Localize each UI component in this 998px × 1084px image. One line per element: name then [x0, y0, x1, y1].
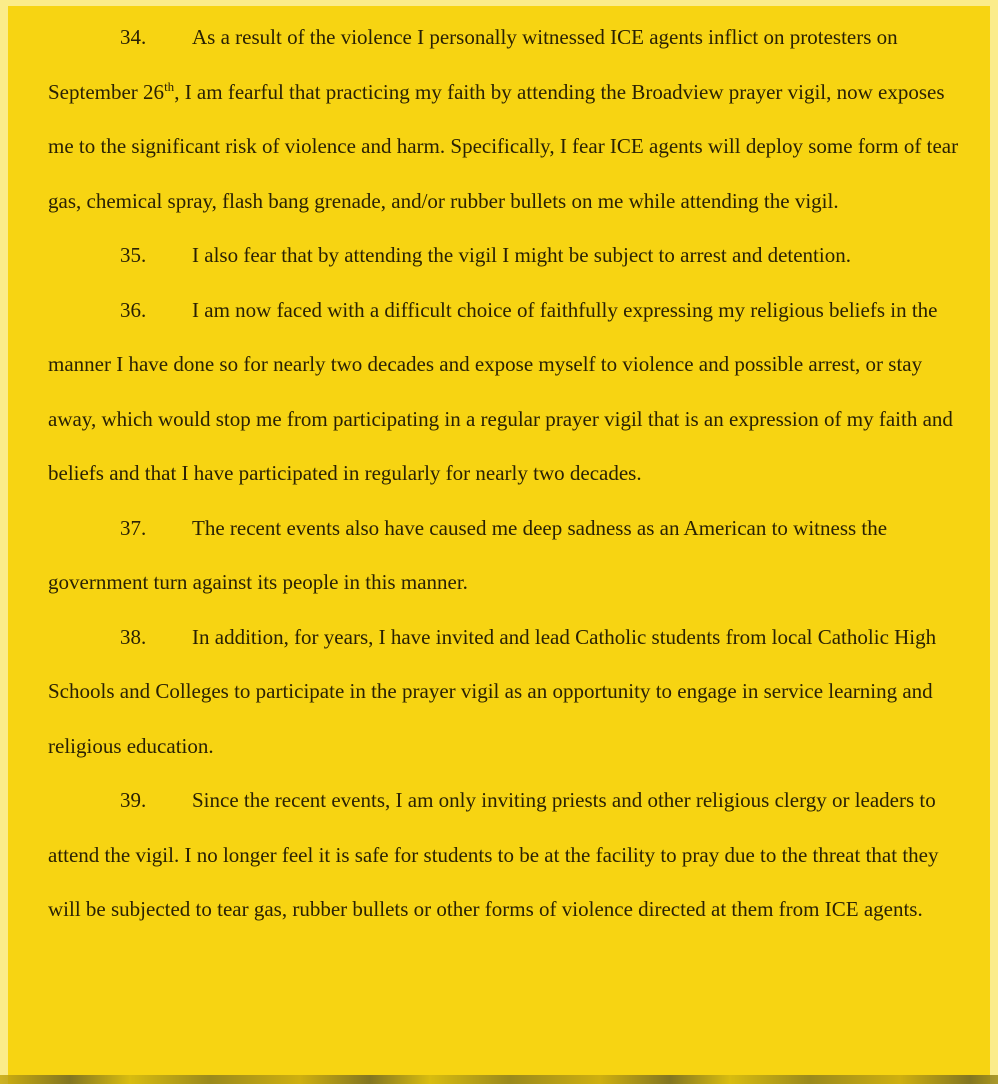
paragraph-number: 35.	[120, 243, 147, 267]
paragraph-34	[48, 10, 970, 228]
paragraph-35	[48, 228, 970, 283]
paragraph-number: 34.	[120, 25, 147, 49]
paragraph-number: 37.	[120, 515, 147, 540]
paragraph-text: Since the recent events, I am only inviting priests and other religious clergy or leaders to attend the vigil. I no longer feel it is safe for students to be at the facility to pray due to the threat that they will be subjected to tear gas, rubber bullets or other forms of violence directed at them from ICE agents.	[48, 788, 939, 921]
paragraph-text: , I am fearful that practicing my faith by attending the Broadview prayer vigil, now exposes me to the significant risk of violence and harm. Specifically, I fear ICE agents will deploy some form of tear gas, chemical spray, flash bang grenade, and/or rubber bullets on me while attending the vigil.	[48, 79, 959, 213]
paragraph-text: I am now faced with a difficult choice of faithfully expressing my religious beliefs in the manner I have done so for nearly two decades and expose myself to violence and possible arrest, or stay away, which would stop me from participating in a regular prayer vigil that is an expression of my faith and beliefs and that I have participated in regularly for nearly two decades.	[48, 297, 953, 485]
paragraph-text: The recent events also have caused me deep sadness as an American to witness the government turn against its people in this manner.	[48, 515, 888, 594]
paragraph-39	[48, 773, 970, 937]
ordinal-superscript: th	[164, 78, 175, 94]
paragraph-number: 39.	[120, 788, 147, 812]
paragraph-37	[48, 501, 970, 610]
paragraph-text: In addition, for years, I have invited and lead Catholic students from local Catholic High Schools and Colleges to participate in the prayer vigil as an opportunity to engage in service learning and religious education.	[48, 624, 937, 758]
document-sheet	[8, 6, 990, 1084]
scan-edge-artifact	[0, 1075, 998, 1084]
paragraph-38	[48, 610, 970, 774]
paragraph-text: As a result of the violence I personally witnessed ICE agents inflict on protesters on September 26	[48, 25, 898, 104]
paragraph-number: 36.	[120, 297, 147, 322]
paragraph-text: I also fear that by attending the vigil I might be subject to arrest and detention.	[192, 243, 851, 267]
paragraph-36	[48, 283, 970, 501]
paragraph-number: 38.	[120, 624, 147, 649]
